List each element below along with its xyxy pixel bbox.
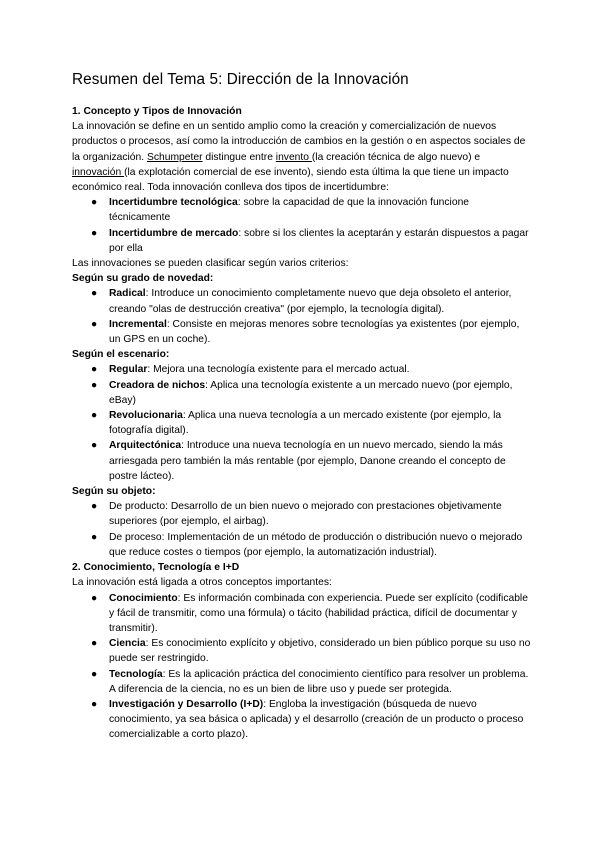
uncertainty-list bbox=[72, 195, 532, 256]
item-text: : Engloba la investigación (búsqueda de nuevo conocimiento, ya sea básica o aplicada) y el desarrollo (creación de un producto o proceso comercializable a corto plazo). bbox=[109, 698, 524, 741]
bullet-icon: ● bbox=[91, 698, 98, 710]
item-text: : Mejora una tecnología existente para el mercado actual. bbox=[147, 364, 410, 376]
concepts-list bbox=[72, 591, 532, 743]
intro-text-c: (la creación técnica de algo nuevo) e bbox=[311, 151, 481, 163]
list-item bbox=[72, 591, 532, 637]
invento-term: invento bbox=[275, 151, 312, 163]
item-text: De proceso: Implementación de un método de producción o distribución nuevo o mejorado que reduce costes o tiempos (por ejemplo, la automatización industrial). bbox=[109, 531, 523, 558]
item-text: : Introduce una nueva tecnología en un nuevo mercado, siendo la más arriesgada pero también la más rentable (por ejemplo, Danone creando el concepto de postre lácteo). bbox=[109, 440, 506, 482]
item-term: Incertidumbre tecnológica bbox=[109, 197, 238, 209]
list-item bbox=[72, 499, 532, 529]
list-item bbox=[72, 362, 532, 377]
section-2-intro: La innovación está ligada a otros conceptos importantes: bbox=[72, 577, 332, 589]
criteria-intro: Las innovaciones se pueden clasificar según varios criterios: bbox=[72, 258, 349, 270]
item-text: : Aplica una nueva tecnología a un mercado existente (por ejemplo, la fotografía digital). bbox=[109, 410, 502, 437]
list-item bbox=[72, 438, 532, 484]
item-term: Incertidumbre de mercado bbox=[109, 227, 239, 239]
intro-text-d: (la explotación comercial de ese invento), siendo esta última la que tiene un impacto económico real. Toda innovación conlleva dos tipos de incertidumbre: bbox=[72, 166, 509, 194]
item-term: Radical bbox=[109, 288, 146, 300]
list-item bbox=[72, 195, 532, 225]
bullet-icon: ● bbox=[91, 227, 98, 239]
item-term: Revolucionaria bbox=[109, 410, 183, 422]
item-text: : sobre la capacidad de que la innovación funcione técnicamente bbox=[109, 197, 470, 224]
list-item bbox=[72, 378, 532, 408]
item-text: : Es conocimiento explícito y objetivo, considerado un bien público porque su uso no puede ser restringido. bbox=[109, 638, 531, 665]
bullet-icon: ● bbox=[91, 288, 98, 300]
section-2-heading: 2. Conocimiento, Tecnología e I+D bbox=[72, 562, 240, 574]
item-term: Incremental bbox=[109, 318, 167, 330]
list-item bbox=[72, 530, 532, 560]
item-text: : Introduce un conocimiento completamente nuevo que deja obsoleto el anterior, creando "olas de destrucción creativa" (por ejemplo, la tecnología digital). bbox=[109, 288, 512, 315]
item-term: Arquitectónica bbox=[109, 440, 182, 452]
item-term: Tecnología bbox=[109, 668, 163, 680]
item-term: Investigación y Desarrollo (I+D) bbox=[109, 698, 264, 710]
document-body bbox=[72, 104, 532, 743]
innovacion-term: innovación bbox=[72, 166, 125, 178]
intro-text-b: distingue entre bbox=[202, 151, 276, 163]
item-text: : Aplica una tecnología existente a un mercado nuevo (por ejemplo, eBay) bbox=[109, 379, 513, 406]
item-text: : sobre si los clientes la aceptarán y estarán dispuestos a pagar por ella bbox=[109, 227, 529, 254]
object-list bbox=[72, 499, 532, 560]
list-item bbox=[72, 226, 532, 256]
list-item bbox=[72, 636, 532, 666]
bullet-icon: ● bbox=[91, 410, 98, 422]
item-term: Regular bbox=[109, 364, 148, 376]
list-item bbox=[72, 317, 532, 347]
bullet-icon: ● bbox=[91, 638, 98, 650]
item-term: Ciencia bbox=[109, 638, 146, 650]
intro-text-a: La innovación se define en un sentido amplio como la creación y comercialización de nuevos productos o procesos, así como la introducción de cambios en la gestión o en aspectos sociales de la organización. bbox=[72, 121, 526, 163]
item-term: Creadora de nichos bbox=[109, 379, 206, 391]
item-text: De producto: Desarrollo de un bien nuevo o mejorado con prestaciones objetivamente superiores (por ejemplo, el airbag). bbox=[109, 501, 502, 528]
bullet-icon: ● bbox=[91, 592, 98, 604]
bullet-icon: ● bbox=[91, 668, 98, 680]
list-item bbox=[72, 667, 532, 697]
item-text: : Es la aplicación práctica del conocimiento científico para resolver un problema. A diferencia de la ciencia, no es un bien de libre uso y puede ser protegida. bbox=[109, 668, 529, 695]
list-item bbox=[72, 697, 532, 743]
bullet-icon: ● bbox=[91, 379, 98, 391]
item-text: : Consiste en mejoras menores sobre tecnologías ya existentes (por ejemplo, un GPS en un coche). bbox=[109, 318, 520, 346]
novelty-heading: Según su grado de novedad: bbox=[72, 273, 214, 285]
item-term: Conocimiento bbox=[109, 592, 178, 604]
list-item bbox=[72, 408, 532, 438]
list-item bbox=[72, 286, 532, 316]
bullet-icon: ● bbox=[91, 501, 98, 513]
item-text: : Es información combinada con experiencia. Puede ser explícito (codificable y fácil de transmitir, como una fórmula) o tácito (habilidad práctica, difícil de documentar y transmitir). bbox=[109, 592, 528, 634]
bullet-icon: ● bbox=[91, 197, 98, 209]
section-1-heading: 1. Concepto y Tipos de Innovación bbox=[72, 106, 242, 117]
scenario-list bbox=[72, 362, 532, 484]
schumpeter-link: Schumpeter bbox=[146, 151, 203, 163]
bullet-icon: ● bbox=[91, 531, 98, 543]
section-1-intro bbox=[72, 119, 532, 195]
object-heading: Según su objeto: bbox=[72, 486, 156, 498]
novelty-list bbox=[72, 286, 532, 347]
bullet-icon: ● bbox=[91, 318, 98, 330]
document-title: Resumen del Tema 5: Dirección de la Innovación bbox=[72, 71, 409, 88]
bullet-icon: ● bbox=[91, 440, 98, 452]
bullet-icon: ● bbox=[91, 364, 98, 376]
scenario-heading: Según el escenario: bbox=[72, 349, 170, 361]
